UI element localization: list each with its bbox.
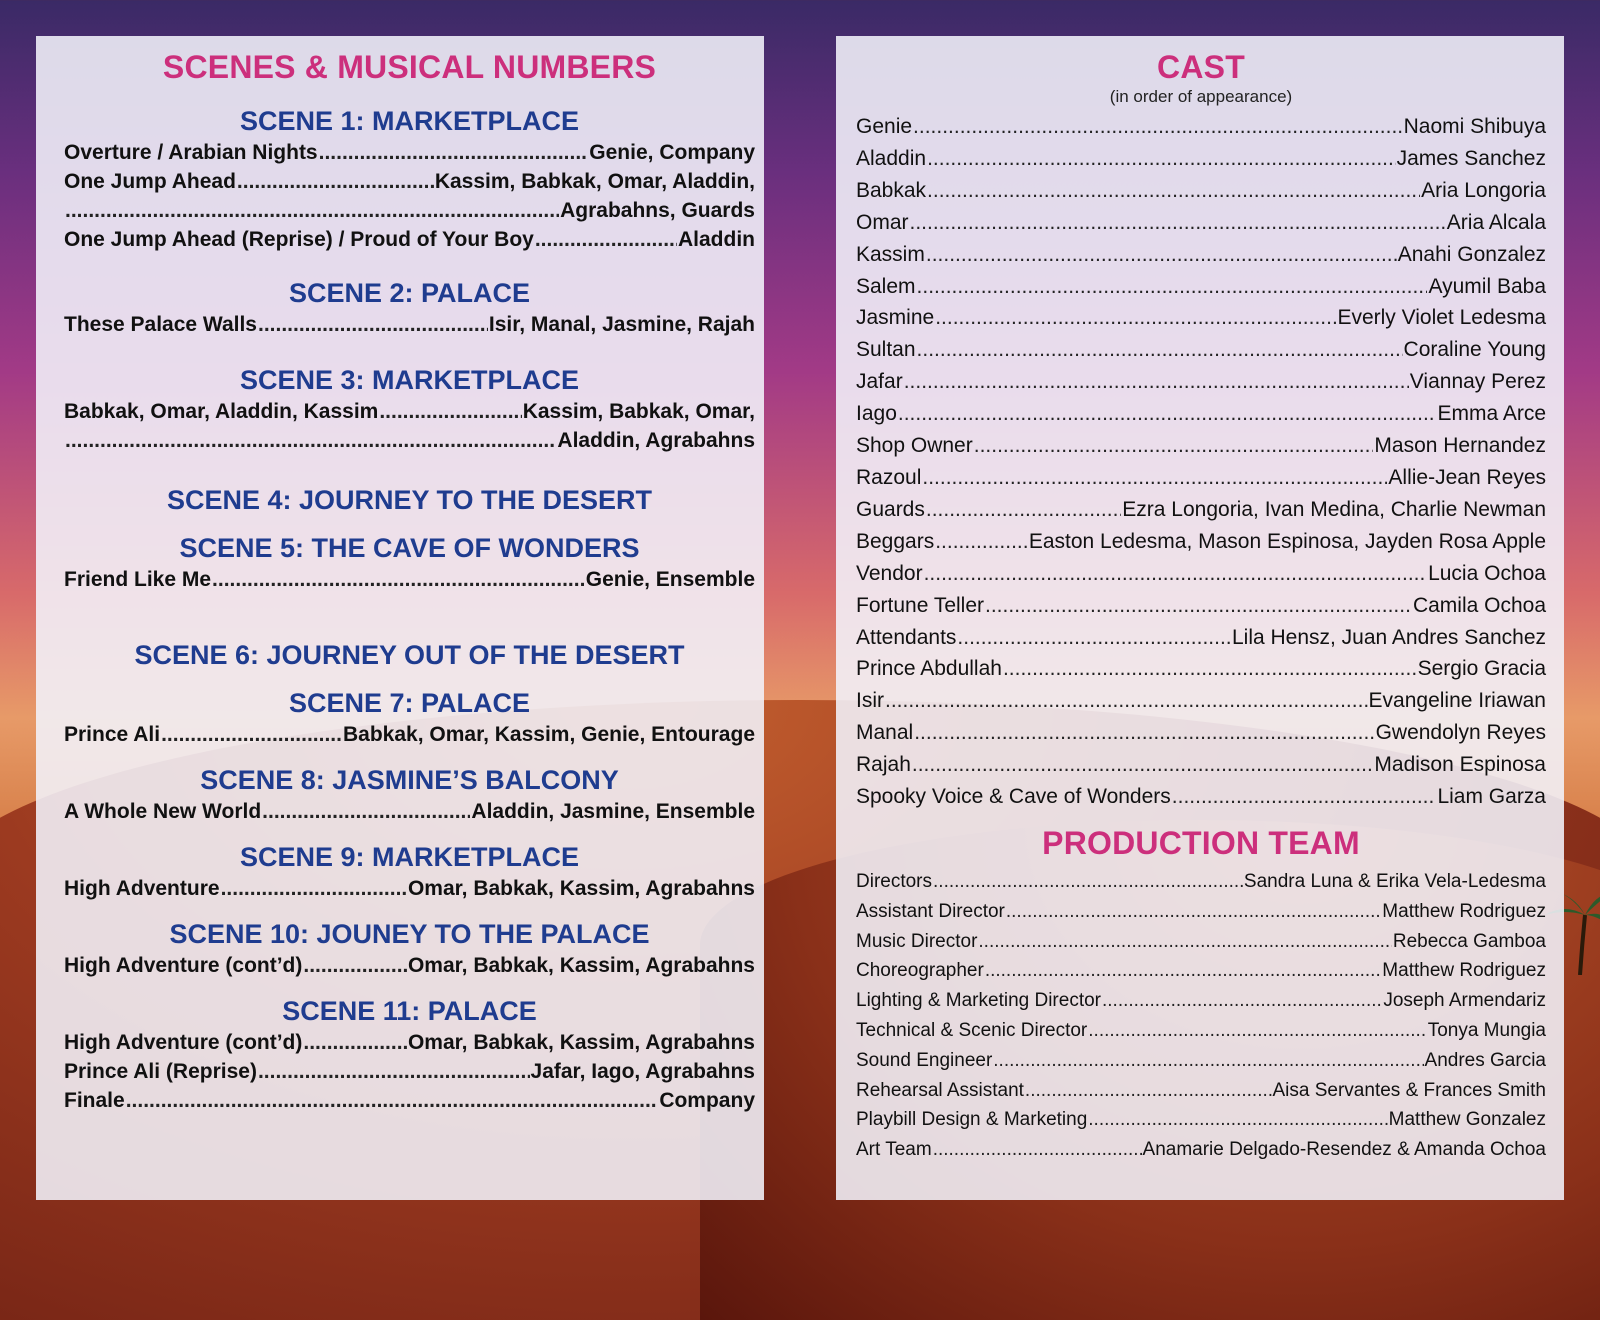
cast-actor: Everly Violet Ledesma	[1337, 306, 1546, 330]
scene-list	[64, 104, 755, 1115]
production-role: Sound Engineer	[856, 1049, 993, 1071]
cast-role: Fortune Teller	[856, 593, 985, 617]
production-row	[856, 1016, 1546, 1046]
song-row	[64, 1086, 755, 1115]
scene-heading: SCENE 10: JOUNEY TO THE PALACE	[169, 919, 650, 949]
cast-row	[856, 558, 1546, 590]
song-row	[64, 1057, 755, 1086]
cast-row	[856, 271, 1546, 303]
production-name: Aisa Servantes & Frances Smith	[1272, 1079, 1546, 1101]
production-row	[856, 1135, 1546, 1165]
song-title: These Palace Walls	[64, 313, 257, 336]
cast-role: Jasmine	[856, 306, 935, 330]
cast-row	[856, 302, 1546, 334]
cast-row	[856, 494, 1546, 526]
cast-role: Genie	[856, 115, 913, 138]
production-row	[856, 1046, 1546, 1076]
song-performers: Isir, Manal, Jasmine, Rajah	[488, 313, 755, 336]
dot-leader	[993, 1046, 1423, 1076]
dot-leader	[885, 685, 1368, 717]
cast-role: Jafar	[856, 370, 903, 394]
production-role: Technical & Scenic Director	[856, 1019, 1088, 1041]
cast-row	[856, 143, 1546, 175]
cast-title: CAST	[1157, 49, 1245, 85]
production-name: Matthew Rodriguez	[1382, 960, 1546, 982]
cast-role: Aladdin	[856, 146, 927, 170]
cast-row	[856, 239, 1546, 271]
song-row	[64, 720, 755, 749]
cast-row	[856, 398, 1546, 430]
scene-heading: SCENE 5: THE CAVE OF WONDERS	[179, 533, 640, 563]
cast-actor: Ayumil Baba	[1428, 274, 1546, 298]
dot-leader	[933, 1135, 1142, 1165]
scene-heading: SCENE 6: JOURNEY OUT OF THE DESERT	[134, 640, 685, 670]
scene-block	[64, 686, 755, 749]
scene-block	[64, 104, 755, 254]
scene-heading: SCENE 7: PALACE	[288, 688, 531, 718]
cast-role: Isir	[856, 689, 884, 713]
production-role: Art Team	[856, 1139, 932, 1161]
scene-block	[64, 763, 755, 826]
song-title: Friend Like Me	[64, 568, 212, 591]
cast-row	[856, 430, 1546, 462]
dot-leader	[914, 717, 1374, 749]
production-row	[856, 986, 1546, 1016]
cast-actor: Naomi Shibuya	[1403, 115, 1546, 138]
cast-role: Razoul	[856, 465, 922, 489]
scene-heading: SCENE 11: PALACE	[282, 996, 537, 1026]
dot-leader	[237, 167, 434, 196]
scene-heading: SCENE 2: PALACE	[288, 278, 531, 308]
dot-leader	[912, 749, 1374, 781]
song-row	[64, 874, 755, 903]
song-performers: Aladdin, Agrabahns	[557, 429, 755, 452]
song-row	[64, 426, 755, 455]
cast-role: Shop Owner	[856, 434, 973, 458]
scene-heading: SCENE 1: MARKETPLACE	[239, 106, 580, 136]
production-role: Music Director	[856, 930, 978, 952]
dot-leader	[258, 1057, 530, 1086]
production-row	[856, 927, 1546, 957]
dot-leader	[1172, 781, 1437, 813]
dot-leader	[258, 310, 488, 339]
cast-row	[856, 653, 1546, 685]
production-role: Playbill Design & Marketing	[856, 1109, 1088, 1131]
cast-actor: Gwendolyn Reyes	[1375, 721, 1546, 745]
song-performers: Genie, Company	[589, 141, 755, 164]
dot-leader	[1006, 897, 1381, 927]
dot-leader	[913, 111, 1403, 143]
cast-actor: Emma Arce	[1437, 402, 1546, 426]
cast-actor: Mason Hernandez	[1374, 434, 1546, 458]
cast-role: Salem	[856, 274, 916, 298]
dot-leader	[65, 196, 559, 225]
production-role: Choreographer	[856, 960, 984, 982]
dot-leader	[926, 494, 1121, 526]
scene-block	[64, 483, 755, 517]
production-name: Tonya Mungia	[1427, 1019, 1546, 1041]
scenes-title: SCENES & MUSICAL NUMBERS	[162, 49, 657, 85]
song-performers: Kassim, Babkak, Omar, Aladdin,	[434, 170, 755, 193]
cast-role: Attendants	[856, 625, 957, 649]
dot-leader	[957, 622, 1231, 654]
cast-role: Kassim	[856, 242, 925, 266]
song-title: High Adventure (cont’d)	[64, 954, 303, 977]
song-performers: Babkak, Omar, Kassim, Genie, Entourage	[343, 723, 755, 746]
dot-leader	[927, 143, 1396, 175]
dot-leader	[924, 558, 1428, 590]
cast-actor: Ezra Longoria, Ivan Medina, Charlie Newman	[1122, 497, 1546, 521]
dot-leader	[535, 225, 677, 254]
production-row	[856, 1076, 1546, 1106]
cast-actor: Liam Garza	[1437, 785, 1546, 809]
song-performers: Omar, Babkak, Kassim, Agrabahns	[407, 877, 755, 900]
scene-heading: SCENE 8: JASMINE’S BALCONY	[200, 765, 619, 795]
song-performers: Omar, Babkak, Kassim, Agrabahns	[407, 1031, 755, 1054]
scene-block	[64, 840, 755, 903]
scene-block	[64, 531, 755, 594]
song-title: Prince Ali (Reprise)	[64, 1060, 257, 1083]
cast-panel	[836, 36, 1564, 1200]
dot-leader	[935, 302, 1336, 334]
song-performers: Agrabahns, Guards	[560, 199, 755, 222]
cast-actor: Lucia Ochoa	[1428, 561, 1546, 585]
cast-actor: Aria Longoria	[1421, 178, 1546, 202]
dot-leader	[126, 1086, 659, 1115]
song-performers: Genie, Ensemble	[585, 568, 755, 591]
production-name: Matthew Gonzalez	[1388, 1109, 1546, 1131]
dot-leader	[303, 1028, 407, 1057]
cast-row	[856, 717, 1546, 749]
production-list	[856, 867, 1546, 1165]
dot-leader	[917, 271, 1428, 303]
cast-row	[856, 207, 1546, 239]
dot-leader	[927, 175, 1420, 207]
dot-leader	[303, 951, 407, 980]
dot-leader	[933, 867, 1243, 897]
cast-actor: Anahi Gonzalez	[1397, 242, 1546, 266]
dot-leader	[1088, 1016, 1426, 1046]
dot-leader	[922, 462, 1387, 494]
cast-role: Beggars	[856, 529, 935, 553]
production-name: Andres Garcia	[1424, 1049, 1546, 1071]
cast-role: Sultan	[856, 338, 916, 362]
song-performers: Kassim, Babkak, Omar,	[522, 400, 755, 423]
song-row	[64, 1028, 755, 1057]
production-name: Matthew Rodriguez	[1382, 900, 1546, 922]
scene-heading: SCENE 9: MARKETPLACE	[239, 842, 580, 872]
cast-actor: Aria Alcala	[1446, 210, 1546, 234]
cast-role: Manal	[856, 721, 914, 745]
cast-row	[856, 526, 1546, 558]
dot-leader	[985, 956, 1381, 986]
cast-role: Spooky Voice & Cave of Wonders	[856, 785, 1171, 809]
production-row	[856, 956, 1546, 986]
cast-role: Guards	[856, 497, 925, 521]
dot-leader	[1025, 1076, 1272, 1106]
song-performers: Company	[659, 1089, 755, 1112]
song-row	[64, 167, 755, 196]
scene-block	[64, 363, 755, 455]
song-title: A Whole New World	[64, 800, 262, 823]
cast-row	[856, 111, 1546, 143]
cast-actor: Camila Ochoa	[1412, 593, 1546, 617]
production-role: Rehearsal Assistant	[856, 1079, 1024, 1101]
song-performers: Omar, Babkak, Kassim, Agrabahns	[407, 954, 755, 977]
song-row	[64, 797, 755, 826]
cast-row	[856, 334, 1546, 366]
cast-role: Prince Abdullah	[856, 657, 1002, 681]
song-row	[64, 225, 755, 254]
scene-heading: SCENE 3: MARKETPLACE	[239, 365, 580, 395]
cast-row	[856, 462, 1546, 494]
song-row	[64, 196, 755, 225]
cast-role: Babkak	[856, 178, 927, 202]
song-title: High Adventure (cont’d)	[64, 1031, 303, 1054]
cast-actor: Easton Ledesma, Mason Espinosa, Jayden Rosa Apple	[1028, 529, 1546, 553]
dot-leader	[910, 207, 1446, 239]
dot-leader	[1088, 1105, 1387, 1135]
song-row	[64, 951, 755, 980]
scenes-panel	[36, 36, 764, 1200]
song-title: One Jump Ahead (Reprise) / Proud of Your Boy	[64, 228, 534, 251]
production-row	[856, 1105, 1546, 1135]
production-name: Anamarie Delgado-Resendez & Amanda Ochoa	[1142, 1139, 1546, 1161]
scene-block	[64, 638, 755, 672]
production-name: Sandra Luna & Erika Vela-Ledesma	[1243, 870, 1546, 892]
production-name: Joseph Armendariz	[1383, 990, 1546, 1012]
cast-row	[856, 590, 1546, 622]
song-performers: Aladdin, Jasmine, Ensemble	[471, 800, 755, 823]
song-row	[64, 138, 755, 167]
cast-row	[856, 622, 1546, 654]
dot-leader	[212, 565, 585, 594]
production-name: Rebecca Gamboa	[1392, 930, 1546, 952]
dot-leader	[935, 526, 1028, 558]
cast-actor: Coraline Young	[1403, 338, 1546, 362]
song-performers: Jafar, Iago, Agrabahns	[530, 1060, 755, 1083]
scene-block	[64, 917, 755, 980]
dot-leader	[379, 397, 521, 426]
dot-leader	[985, 590, 1412, 622]
dot-leader	[978, 927, 1391, 957]
cast-row	[856, 781, 1546, 813]
dot-leader	[319, 138, 589, 167]
cast-list	[856, 111, 1546, 813]
cast-role: Omar	[856, 210, 909, 234]
production-row	[856, 867, 1546, 897]
cast-row	[856, 749, 1546, 781]
dot-leader	[917, 334, 1403, 366]
dot-leader	[1102, 986, 1382, 1016]
song-title: High Adventure	[64, 877, 220, 900]
cast-row	[856, 175, 1546, 207]
dot-leader	[65, 426, 556, 455]
cast-actor: Madison Espinosa	[1374, 753, 1546, 777]
cast-subtitle: (in order of appearance)	[1109, 87, 1293, 106]
cast-actor: Viannay Perez	[1409, 370, 1546, 394]
cast-row	[856, 366, 1546, 398]
cast-actor: James Sanchez	[1396, 146, 1546, 170]
scene-block	[64, 276, 755, 339]
cast-actor: Lila Hensz, Juan Andres Sanchez	[1231, 625, 1546, 649]
scene-heading: SCENE 4: JOURNEY TO THE DESERT	[166, 485, 653, 515]
song-row	[64, 565, 755, 594]
song-title: One Jump Ahead	[64, 170, 236, 193]
dot-leader	[926, 239, 1397, 271]
production-role: Directors	[856, 870, 933, 892]
production-role: Assistant Director	[856, 900, 1005, 922]
dot-leader	[221, 874, 407, 903]
cast-row	[856, 685, 1546, 717]
cast-role: Iago	[856, 402, 897, 426]
dot-leader	[974, 430, 1374, 462]
dot-leader	[898, 398, 1437, 430]
song-title: Finale	[64, 1089, 125, 1112]
song-title: Babkak, Omar, Aladdin, Kassim	[64, 400, 379, 423]
cast-role: Vendor	[856, 561, 923, 585]
scene-block	[64, 994, 755, 1115]
cast-actor: Sergio Gracia	[1417, 657, 1546, 681]
dot-leader	[262, 797, 470, 826]
song-performers: Aladdin	[678, 228, 755, 251]
dot-leader	[904, 366, 1409, 398]
production-role: Lighting & Marketing Director	[856, 990, 1101, 1012]
production-title: PRODUCTION TEAM	[1042, 824, 1360, 861]
song-title: Prince Ali	[64, 723, 161, 746]
cast-actor: Evangeline Iriawan	[1368, 689, 1546, 713]
song-row	[64, 310, 755, 339]
song-title: Overture / Arabian Nights	[64, 141, 318, 164]
song-row	[64, 397, 755, 426]
cast-role: Rajah	[856, 753, 911, 777]
dot-leader	[1003, 653, 1417, 685]
cast-actor: Allie-Jean Reyes	[1388, 465, 1546, 489]
production-row	[856, 897, 1546, 927]
dot-leader	[161, 720, 342, 749]
